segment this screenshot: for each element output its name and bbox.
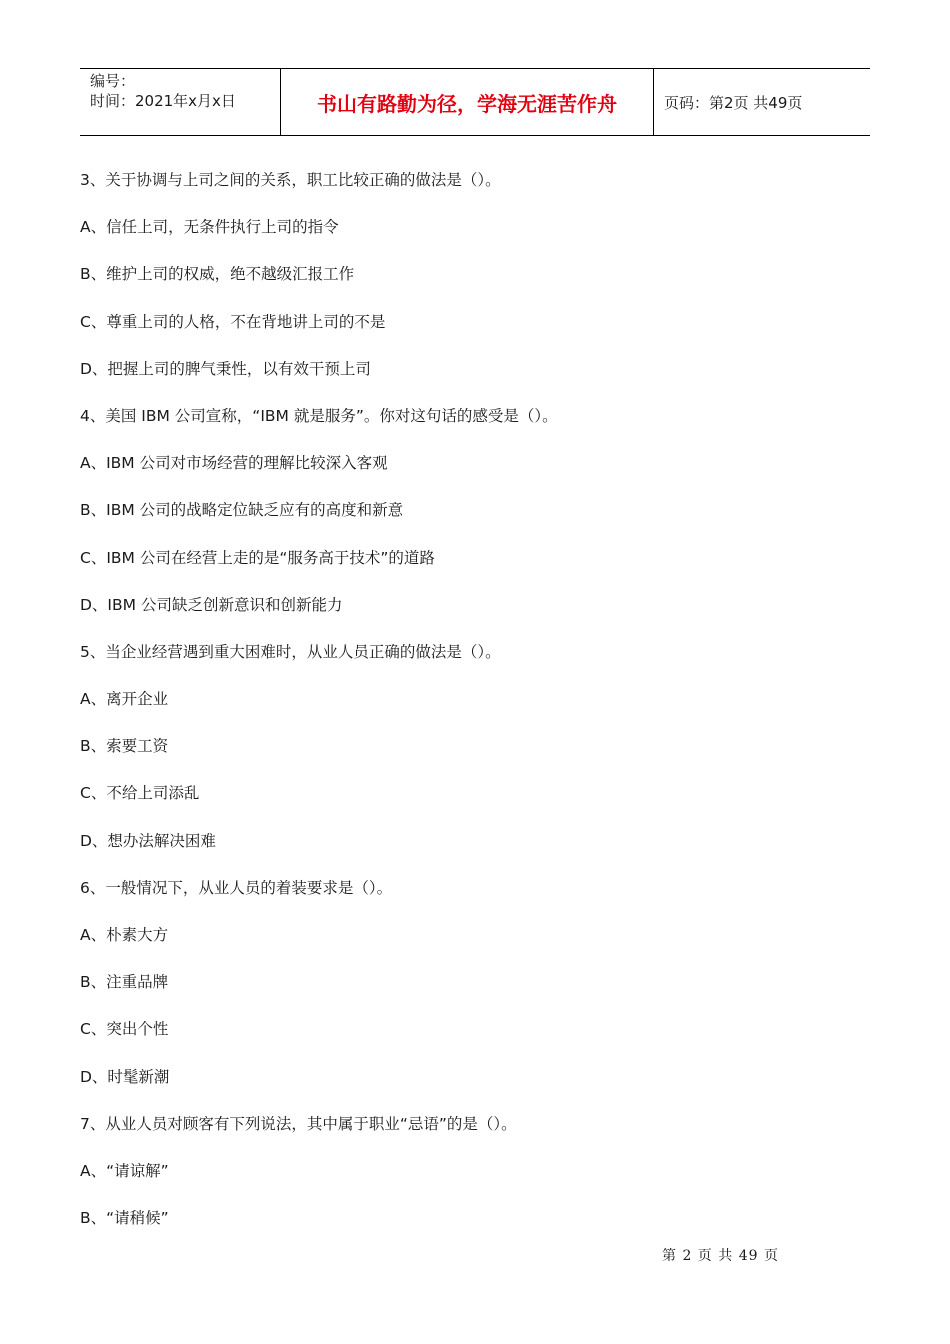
option-3d: D、把握上司的脾气秉性，以有效干预上司	[80, 359, 371, 378]
option-7b: B、“请稍候”	[80, 1209, 169, 1228]
option-4c: C、IBM 公司在经营上走的是“服务高于技术”的道路	[80, 548, 435, 567]
option-6d: D、时髦新潮	[80, 1067, 170, 1086]
header-page-info: 页码：第2页 共49页	[664, 93, 803, 112]
question-7: 7、从业人员对顾客有下列说法，其中属于职业“忌语”的是（）。	[80, 1114, 517, 1133]
option-7a: A、“请谅解”	[80, 1161, 169, 1180]
page-footer: 第 2 页 共 49 页	[662, 1248, 779, 1264]
option-3a: A、信任上司，无条件执行上司的指令	[80, 218, 339, 237]
option-6a: A、朴素大方	[80, 926, 169, 944]
question-5: 5、当企业经营遇到重大困难时，从业人员正确的做法是（）。	[80, 642, 501, 661]
option-5d: D、想办法解决困难	[80, 831, 216, 850]
option-4b: B、IBM 公司的战略定位缺乏应有的高度和新意	[80, 501, 404, 520]
question-3: 3、关于协调与上司之间的关系，职工比较正确的做法是（）。	[80, 171, 501, 189]
question-6: 6、一般情况下，从业人员的着装要求是（）。	[80, 878, 393, 897]
option-4a: A、IBM 公司对市场经营的理解比较深入客观	[80, 454, 388, 473]
serial-label: 编号：	[90, 72, 136, 90]
option-5c: C、不给上司添乱	[80, 784, 200, 803]
date-label: 时间：2021年x月x日	[90, 92, 236, 110]
header-meta	[80, 69, 281, 135]
option-5a: A、离开企业	[80, 690, 169, 709]
option-3c: C、尊重上司的人格，不在背地讲上司的不是	[80, 312, 386, 331]
question-4: 4、美国 IBM 公司宣称，“IBM 就是服务”。你对这句话的感受是（）。	[80, 406, 558, 425]
option-4d: D、IBM 公司缺乏创新意识和创新能力	[80, 595, 343, 614]
option-6b: B、注重品牌	[80, 973, 169, 992]
option-5b: B、索要工资	[80, 737, 169, 756]
option-3b: B、维护上司的权威，绝不越级汇报工作	[80, 265, 355, 284]
page-header	[80, 68, 870, 136]
header-motto: 书山有路勤为径，学海无涯苦作舟	[281, 69, 654, 135]
option-6c: C、突出个性	[80, 1020, 169, 1039]
question-list	[80, 166, 880, 1251]
